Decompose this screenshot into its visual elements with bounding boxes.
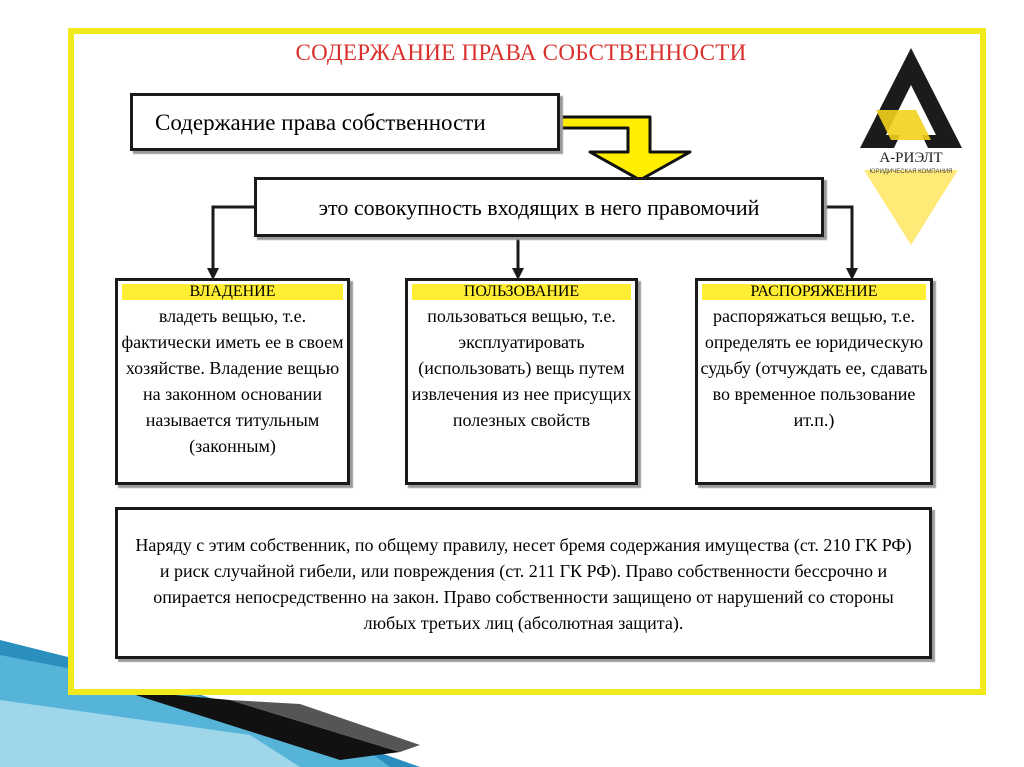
logo-name: А-РИЭЛТ — [879, 150, 943, 166]
possession-text: владеть вещью, т.е. фактически иметь ее в своем хозяйстве. Владение вещью на законном основании называется титульным (законным) — [121, 306, 344, 456]
use-heading: ПОЛЬЗОВАНИЕ — [412, 284, 631, 300]
possession-heading: ВЛАДЕНИЕ — [122, 284, 343, 300]
disposal-heading: РАСПОРЯЖЕНИЕ — [702, 284, 926, 300]
disposal-text: распоряжаться вещью, т.е. определять ее юридическую судьбу (отчуждать ее, сдавать во временное пользование ит.п.) — [700, 306, 928, 430]
possession-box — [115, 278, 350, 485]
use-box — [405, 278, 638, 485]
definition-label: это совокупность входящих в него правомочий — [318, 195, 760, 220]
note-text: Наряду с этим собственник, по общему правилу, несет бремя содержания имущества (ст. 210 ГК РФ) и риск случайной гибели, или повреждения (ст. 211 ГК РФ). Право собственности бессрочно и опирается непосредственно на закон. Право собственности защищено от нарушений со стороны любых третьих лиц (абсолютная защита). — [135, 535, 912, 633]
company-logo — [856, 40, 966, 250]
disposal-box — [695, 278, 933, 485]
yellow-arrow — [560, 117, 690, 180]
logo-tagline: ЮРИДИЧЕСКАЯ КОМПАНИЯ — [869, 169, 953, 175]
branch-left — [213, 207, 254, 273]
note-box — [115, 507, 932, 659]
definition-box — [254, 177, 824, 237]
main-concept-box — [130, 93, 560, 151]
branch-right — [824, 207, 852, 273]
page-title: СОДЕРЖАНИЕ ПРАВА СОБСТВЕННОСТИ — [295, 40, 747, 65]
use-text: пользоваться вещью, т.е. эксплуатировать (использовать) вещь путем извлечения из нее присущих полезных свойств — [411, 306, 632, 430]
main-concept-label: Содержание права собственности — [155, 110, 486, 135]
